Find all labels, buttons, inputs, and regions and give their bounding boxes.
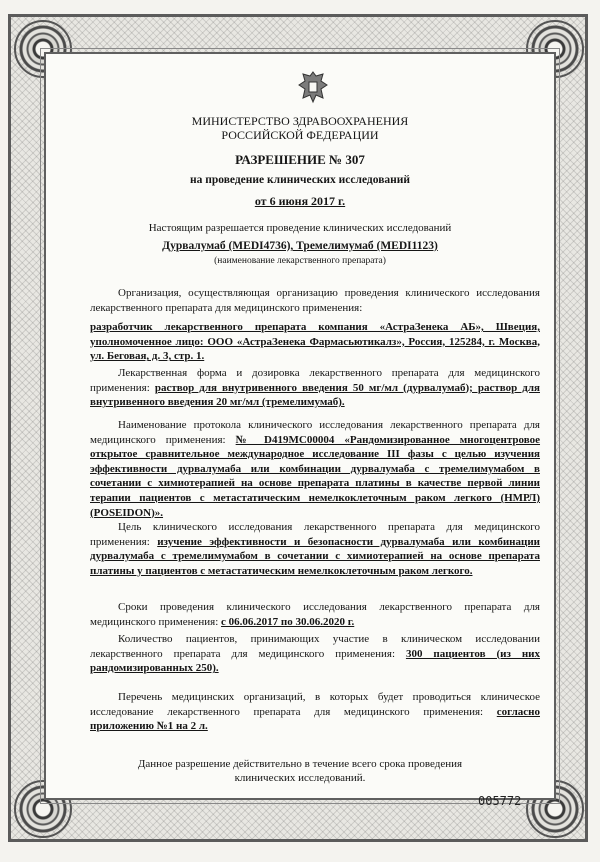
coat-of-arms-icon	[296, 68, 330, 108]
purpose-section	[90, 520, 540, 578]
patients-value: 300 пациентов (из них рандомизированных 250).	[90, 647, 540, 675]
protocol-label: Наименование протокола клинического исследования лекарственного препарата для медицинского применения:	[90, 419, 540, 446]
serial-number: 005772	[478, 794, 522, 808]
dosage-label: Лекарственная форма и дозировка лекарственного препарата для медицинского применения:	[90, 367, 540, 394]
terms-section	[90, 600, 540, 629]
purpose-label: Цель клинического исследования лекарственного препарата для медицинского применения:	[90, 521, 540, 548]
protocol-section	[90, 418, 540, 520]
organization-section	[90, 286, 540, 315]
permission-intro: Настоящим разрешается проведение клинических исследований	[148, 222, 452, 234]
ministry-title-line2: РОССИЙСКОЙ ФЕДЕРАЦИИ	[221, 128, 379, 142]
purpose-value: изучение эффективности и безопасности дурвалумаба или комбинации дурвалумаба с тремелимумабом в сочетании с химиотерапией на основе препарата платины у пациентов с метастатическим немелкоклеточным раком легкого.	[90, 535, 541, 577]
drug-name: Дурвалумаб (MEDI4736), Тремелимумаб (MEDI1123)	[162, 240, 438, 252]
patients-section	[90, 632, 540, 676]
terms-label: Сроки проведения клинического исследования лекарственного препарата для медицинского применения:	[90, 601, 540, 628]
ministry-title-line1: МИНИСТЕРСТВО ЗДРАВООХРАНЕНИЯ	[191, 114, 409, 128]
organization-value: разработчик лекарственного препарата компания «АстраЗенека АБ», Швеция, уполномоченное лицо: ООО «АстраЗенека Фармасьютикалз», Россия, 125284, г. Москва, ул. Беговая, д. 3, стр. 1.	[90, 321, 540, 363]
permit-date: от 6 июня 2017 г.	[254, 194, 346, 208]
dosage-section	[90, 366, 540, 410]
list-section	[90, 690, 540, 734]
protocol-value: № D419MC00004 «Рандомизированное многоцентровое открытое сравнительное международное исследование III фазы с целью изучения эффективности дурвалумаба или комбинации дурвалумаба с тремелимумабом в сочетании с химиотерапией на основе препарата платины в качестве первой линии терапии пациентов с метастатическим немелкоклеточным раком легкого (НМРЛ) (POSEIDON)».	[90, 433, 541, 519]
dosage-value: раствор для внутривенного введения 50 мг/мл (дурвалумаб); раствор для внутривенного введения 20 мг/мл (тремелимумаб).	[90, 381, 540, 409]
permit-title: РАЗРЕШЕНИЕ № 307	[235, 152, 365, 167]
permit-subtitle: на проведение клинических исследований	[189, 174, 411, 186]
validity-line1: Данное разрешение действительно в течение всего срока проведения	[137, 758, 463, 770]
terms-value: с 06.06.2017 по 30.06.2020 г.	[221, 615, 355, 628]
patients-label: Количество пациентов, принимающих участие в клиническом исследовании лекарственного препарата для медицинского применения:	[90, 633, 540, 660]
list-label: Перечень медицинских организаций, в которых будет проводиться клиническое исследование лекарственного препарата для медицинского применения:	[90, 691, 540, 718]
list-value: согласно приложению №1 на 2 л.	[90, 705, 540, 733]
validity-line2: клинических исследований.	[234, 772, 366, 784]
drug-name-caption: (наименование лекарственного препарата)	[214, 256, 386, 266]
organization-label: Организация, осуществляющая организацию проведения клинического исследования лекарственного препарата для медицинского применения:	[90, 287, 540, 314]
